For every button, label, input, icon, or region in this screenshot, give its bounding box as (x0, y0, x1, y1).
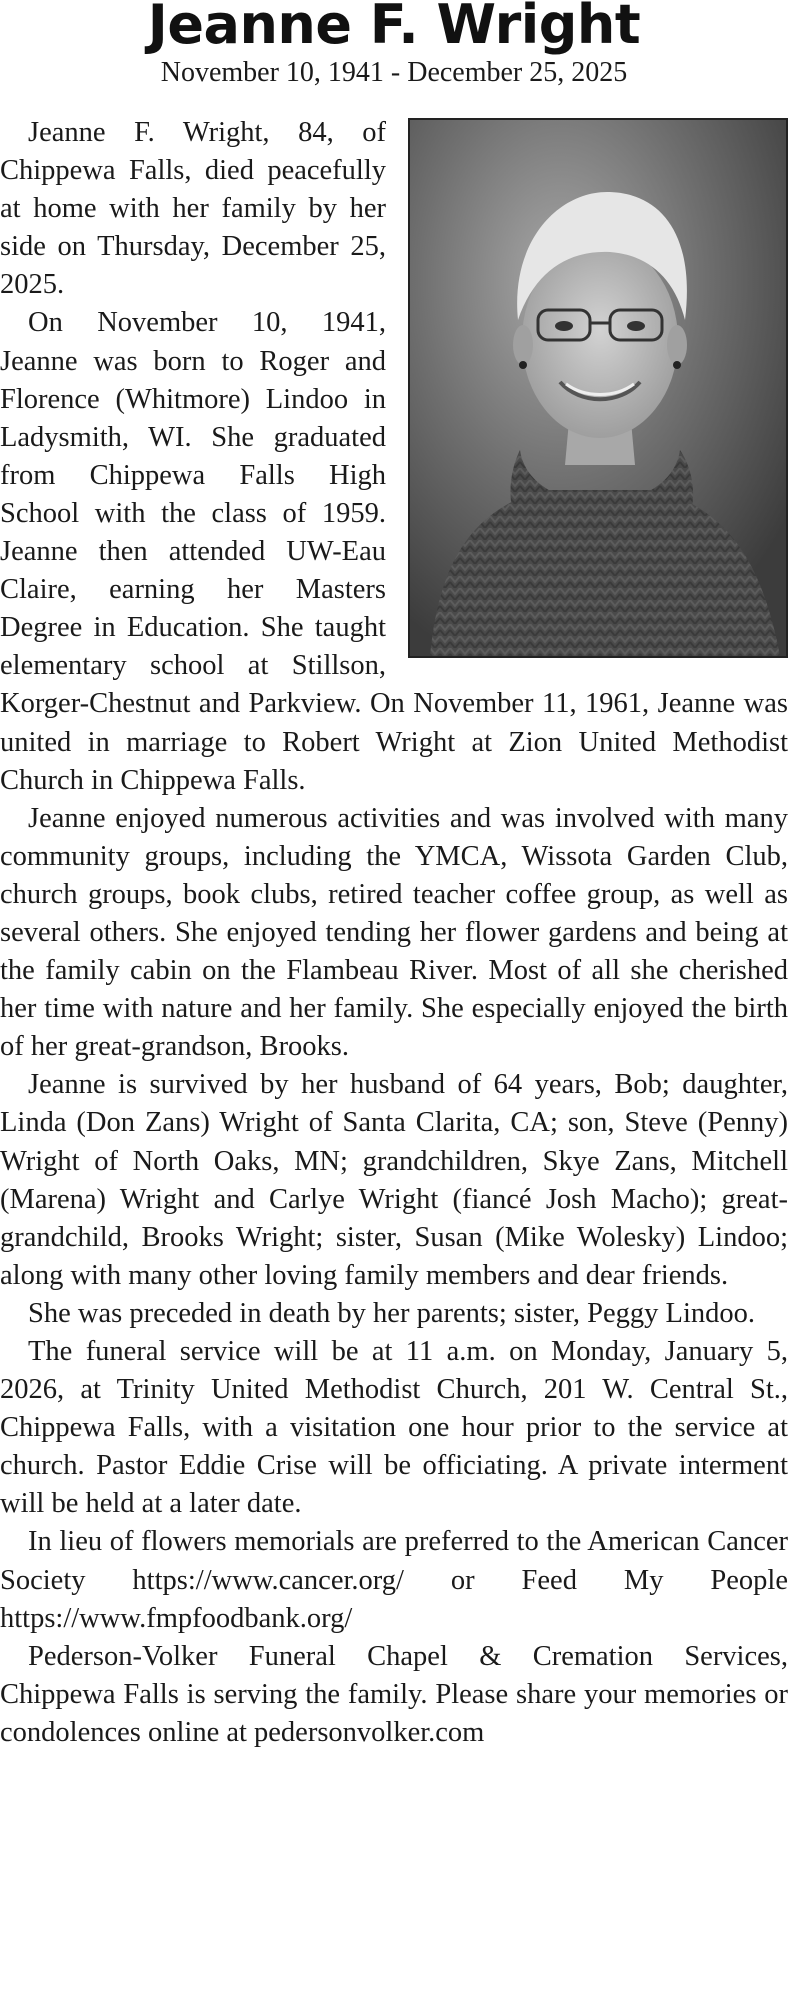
paragraph: Pederson-Volker Funeral Chapel & Cremation Services, Chippewa Falls is serving the family. Please share your memories or condolences online at pedersonvolker.com (0, 1640, 788, 1748)
paragraph: She was preceded in death by her parents; sister, Peggy Lindoo. (28, 1297, 756, 1329)
paragraph: In lieu of flowers memorials are preferred to the American Cancer Society https://www.cancer.org/ or Feed My People https://www.fmpfoodbank.org/ (0, 1526, 788, 1634)
paragraph: Jeanne enjoyed numerous activities and was involved with many community groups, including the YMCA, Wissota Garden Club, church groups, book clubs, retired teacher coffee group, as well as several others. She enjoyed tending her flower gardens and being at the family cabin on the Flambeau River. Most of all she cherished her time with nature and her family. She especially enjoyed the birth of her great-grandson, Brooks. (0, 802, 788, 1063)
obituary-body (0, 114, 788, 1752)
portrait-image (410, 120, 786, 656)
paragraph: Jeanne F. Wright, 84, of Chippewa Falls, died peacefully at home with her family by her side on Thursday, December 25, 2025. (0, 117, 386, 301)
obituary-name: Jeanne F. Wright (147, 0, 641, 56)
obituary-dates: November 10, 1941 - December 25, 2025 (160, 57, 628, 88)
paragraph: The funeral service will be at 11 a.m. on Monday, January 5, 2026, at Trinity United Methodist Church, 201 W. Central St., Chippewa Falls, with a visitation one hour prior to the service at church. Pastor Eddie Crise will be officiating. A private interment will be held at a later date. (0, 1336, 788, 1520)
paragraph: Jeanne is survived by her husband of 64 years, Bob; daughter, Linda (Don Zans) Wright of Santa Clarita, CA; son, Steve (Penny) Wright of North Oaks, MN; grandchildren, Skye Zans, Mitchell (Marena) Wright and Carlye Wright (fiancé Josh Macho); great-grandchild, Brooks Wright; sister, Susan (Mike Wolesky) Lindoo; along with many other loving family members and dear friends. (0, 1069, 788, 1291)
portrait-photo (408, 118, 788, 658)
paragraph: On November 10, 1941, Jeanne was born to Roger and Florence (Whitmore) Lindoo in Ladysmith, WI. She graduated from Chippewa Falls High School with the class of 1959. Jeanne then attended UW-Eau Claire, earning her Masters Degree in Education. She taught elementary school at Stillson, Korger-Chestnut and Parkview. On November 11, 1961, Jeanne was united in marriage to Robert Wright at Zion United Methodist Church in Chippewa Falls. (0, 307, 788, 796)
